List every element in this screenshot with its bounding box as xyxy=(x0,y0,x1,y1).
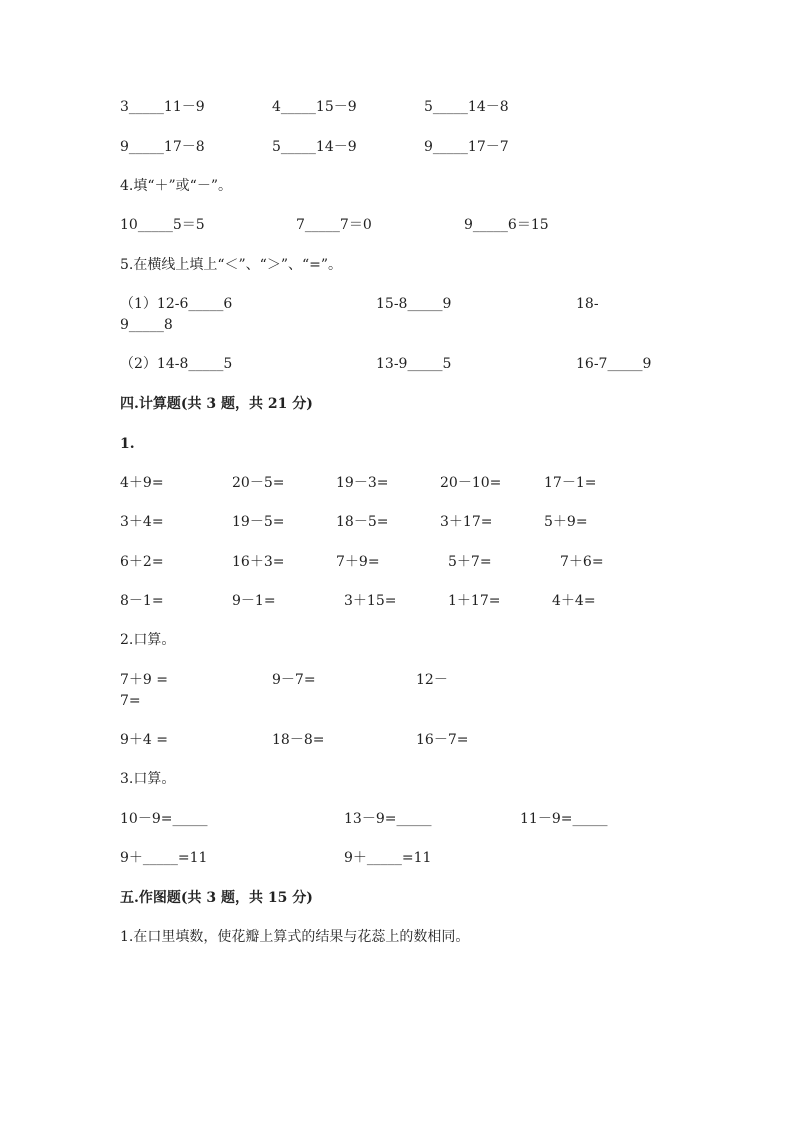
oral-calc-item: 18－8= xyxy=(272,732,325,748)
oral-calc-item: 16－7= xyxy=(416,732,469,748)
compare-item: 9_____17－8 xyxy=(120,139,205,155)
calc-item: 1＋17= xyxy=(448,593,501,609)
oral-calc-item: 12－ xyxy=(416,672,448,688)
oral-calc-item: 13－9=_____ xyxy=(344,811,432,827)
question-5-item: 18- xyxy=(576,296,599,312)
section-4-heading: 四.计算题(共 3 题，共 21 分) xyxy=(120,396,313,412)
question-5-item: （2）14-8_____5 xyxy=(120,356,233,372)
question-4-item: 9_____6＝15 xyxy=(464,217,549,233)
compare-item: 5_____14－9 xyxy=(272,139,357,155)
calc-item: 18－5= xyxy=(336,514,389,530)
calc-item: 3＋4= xyxy=(120,514,164,530)
calc-item: 5＋7= xyxy=(448,554,492,570)
calc-item: 9－1= xyxy=(232,593,276,609)
section-5-heading: 五.作图题(共 3 题，共 15 分) xyxy=(120,890,313,906)
calc-item: 3＋15= xyxy=(344,593,397,609)
oral-calc-item: 9＋_____=11 xyxy=(344,850,432,866)
calc-item: 7＋6= xyxy=(560,554,604,570)
calc-item: 19－3= xyxy=(336,475,389,491)
calc-item: 16＋3= xyxy=(232,554,285,570)
oral-calc-item: 9＋_____=11 xyxy=(120,850,208,866)
compare-item: 5_____14－8 xyxy=(424,99,509,115)
calc-item: 4＋4= xyxy=(552,593,596,609)
question-5-item: 15-8_____9 xyxy=(376,296,452,312)
oral-calc-item: 9－7= xyxy=(272,672,316,688)
oral-calc-item: 10－9=_____ xyxy=(120,811,208,827)
calc-item: 5＋9= xyxy=(544,514,588,530)
section-4-q3-label: 3.口算。 xyxy=(120,771,176,787)
calc-item: 20－5= xyxy=(232,475,285,491)
calc-item: 19－5= xyxy=(232,514,285,530)
oral-calc-item-wrap: 7= xyxy=(120,693,141,709)
calc-item: 20－10= xyxy=(440,475,502,491)
calc-item: 6＋2= xyxy=(120,554,164,570)
calc-item: 4＋9= xyxy=(120,475,164,491)
oral-calc-item: 11－9=_____ xyxy=(520,811,608,827)
question-4-item: 7_____7＝0 xyxy=(296,217,372,233)
oral-calc-item: 7＋9 = xyxy=(120,672,168,688)
question-4-title: 4.填“＋”或“－”。 xyxy=(120,178,232,194)
section-4-q1-label: 1. xyxy=(120,436,135,452)
question-5-title: 5.在横线上填上“＜”、“＞”、“=”。 xyxy=(120,257,343,273)
question-4-item: 10_____5＝5 xyxy=(120,217,205,233)
calc-item: 7＋9= xyxy=(336,554,380,570)
question-5-item: 16-7_____9 xyxy=(576,356,652,372)
question-5-item-wrap: 9_____8 xyxy=(120,317,173,333)
question-5-item: 13-9_____5 xyxy=(376,356,452,372)
section-4-q2-label: 2.口算。 xyxy=(120,632,176,648)
section-5-q1: 1.在口里填数，使花瓣上算式的结果与花蕊上的数相同。 xyxy=(120,929,470,945)
calc-item: 3＋17= xyxy=(440,514,493,530)
compare-item: 9_____17－7 xyxy=(424,139,509,155)
calc-item: 8－1= xyxy=(120,593,164,609)
calc-item: 17－1= xyxy=(544,475,597,491)
oral-calc-item: 9＋4 = xyxy=(120,732,168,748)
compare-item: 3_____11－9 xyxy=(120,99,205,115)
question-5-item: （1）12-6_____6 xyxy=(120,296,233,312)
compare-item: 4_____15－9 xyxy=(272,99,357,115)
